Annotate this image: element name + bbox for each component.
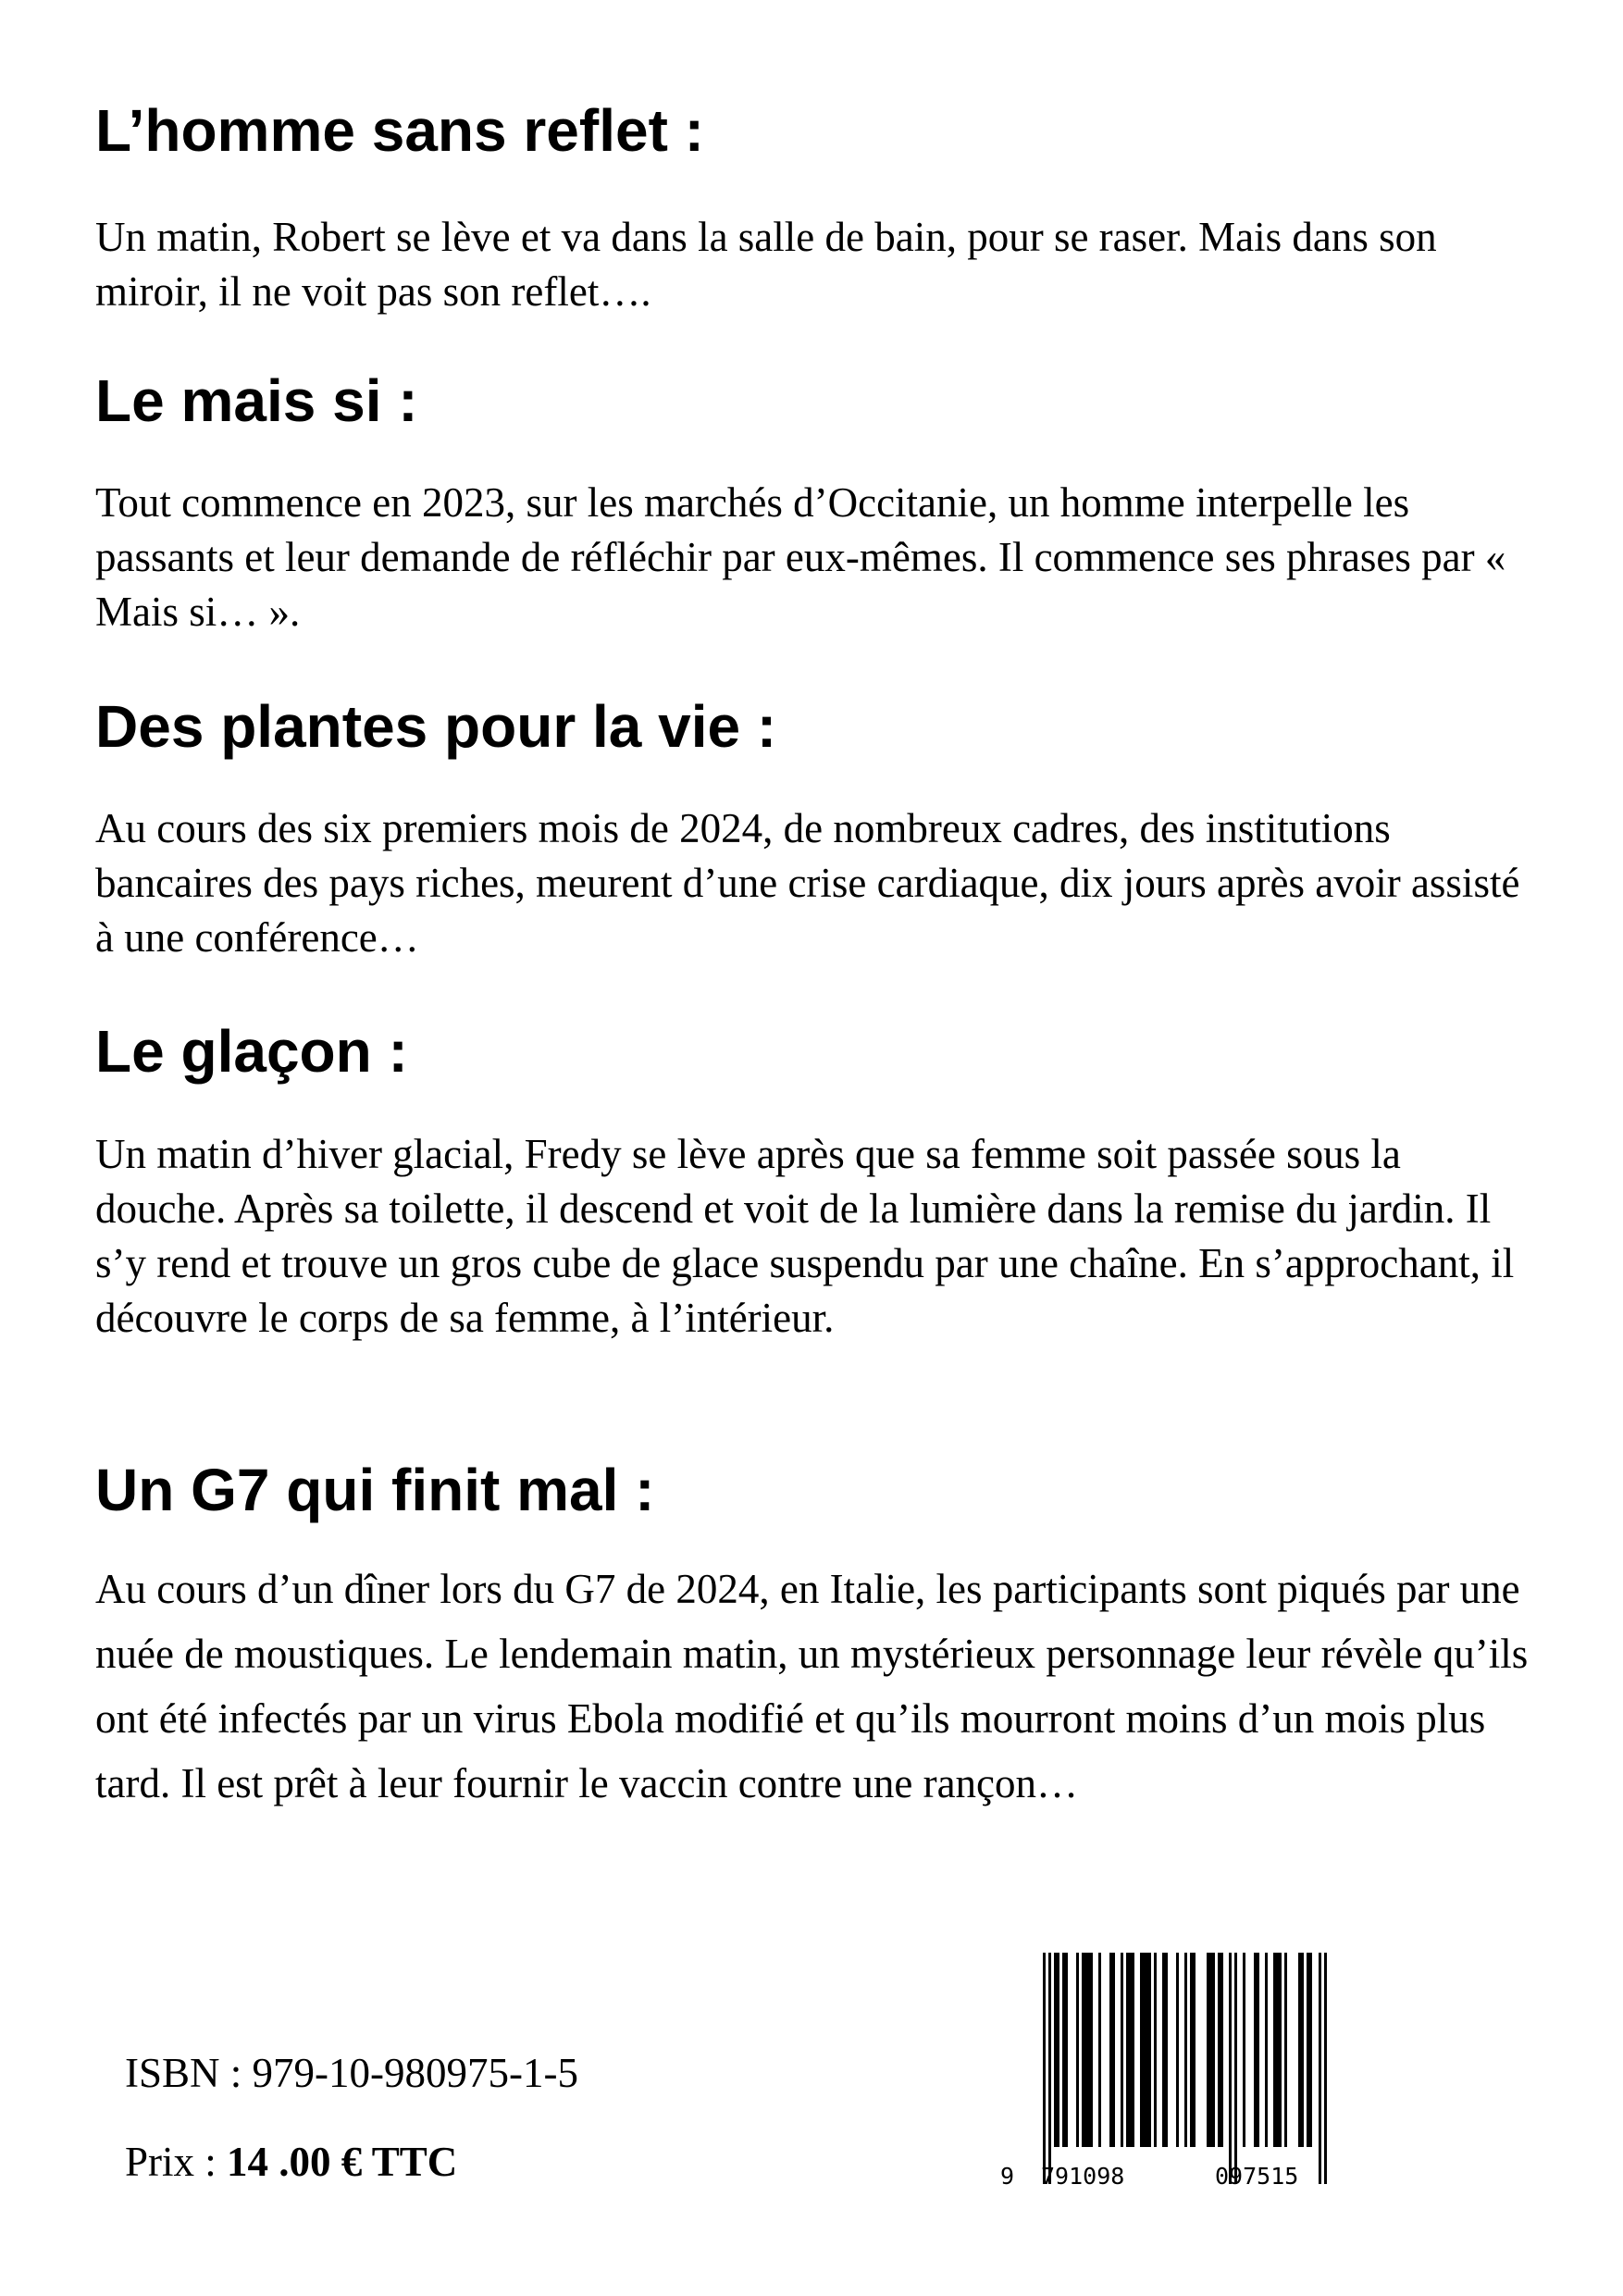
barcode-bar: [1307, 1953, 1312, 2147]
barcode-bar: [1284, 1953, 1287, 2147]
barcode-bar: [1154, 1953, 1157, 2147]
section-title: Des plantes pour la vie :: [95, 693, 777, 760]
section-summary: Au cours d’un dîner lors du G7 de 2024, en Italie, les participants sont piqués par une nuée de moustiques. Le lendemain matin, un mystérieux personnage leur révèle qu’ils ont été infectés par un virus Ebola modifié et qu’ils mourront moins d’un mois plus tard. Il est prêt à leur fournir le vaccin contre une rançon…: [95, 1566, 1529, 1806]
barcode-bar: [1234, 1953, 1237, 2184]
barcode-bar: [1109, 1953, 1115, 2147]
barcode-bar: [1162, 1953, 1168, 2147]
section-summary: Tout commence en 2023, sur les marchés d’Occitanie, un homme interpelle les passants et leur demande de réfléchir par eux-mêmes. Il commence ses phrases par « Mais si… ».: [95, 479, 1506, 635]
section-summary: Un matin d’hiver glacial, Fredy se lève après que sa femme soit passée sous la douche. Après sa toilette, il descend et voit de la lumière dans la remise du jardin. Il s’y rend et trouve un gros cube de glace suspendu par une chaîne. En s’approchant, il découvre le corps de sa femme, à l’intérieur.: [95, 1131, 1515, 1341]
barcode-bar: [1082, 1953, 1093, 2147]
price-value: 14 .00 € TTC: [227, 2139, 458, 2185]
section-un-g7-qui-finit-mal: [95, 1455, 1539, 1816]
barcode-digits-right: 097515: [1215, 2163, 1299, 2190]
barcode-bar: [1190, 1953, 1196, 2147]
price-line: [125, 2136, 457, 2188]
section-title: L’homme sans reflet :: [95, 97, 704, 164]
barcode-bar: [1054, 1953, 1059, 2147]
barcode-digit-first: 9: [1000, 2163, 1015, 2190]
barcode-bar: [1048, 1953, 1051, 2184]
section-homme-sans-reflet: [95, 95, 1539, 319]
barcode-bar: [1184, 1953, 1187, 2147]
barcode-bar: [1043, 1953, 1046, 2184]
isbn-line: ISBN : 979-10-980975-1-5: [125, 2050, 578, 2096]
section-le-mais-si: [95, 366, 1539, 639]
section-le-glacon: [95, 1016, 1539, 1346]
section-title: Le mais si :: [95, 367, 418, 434]
barcode-bar: [1265, 1953, 1268, 2147]
barcode-bar: [1254, 1953, 1259, 2147]
price-label: Prix :: [125, 2139, 228, 2185]
section-title: Un G7 qui finit mal :: [95, 1457, 655, 1523]
section-des-plantes-pour-la-vie: [95, 691, 1539, 965]
barcode-bar: [1076, 1953, 1079, 2147]
barcode-bar: [1243, 1953, 1245, 2147]
barcode-bar: [1098, 1953, 1101, 2147]
barcode-bar: [1298, 1953, 1304, 2147]
barcode-bar: [1229, 1953, 1232, 2184]
barcode-bar: [1126, 1953, 1134, 2147]
barcode-bar: [1218, 1953, 1223, 2147]
barcode-digits-left: 791098: [1041, 2163, 1125, 2190]
barcode-bars: [1043, 1953, 1327, 2184]
section-title: Le glaçon :: [95, 1018, 408, 1085]
section-summary: Au cours des six premiers mois de 2024, de nombreux cadres, des institutions bancaires des pays riches, meurent d’une crise cardiaque, dix jours après avoir assisté à une conférence…: [95, 805, 1520, 961]
isbn-barcode: [995, 1943, 1393, 2193]
barcode-graphic: [995, 1943, 1393, 2193]
section-summary: Un matin, Robert se lève et va dans la salle de bain, pour se raser. Mais dans son miroir, il ne voit pas son reflet….: [95, 214, 1437, 315]
barcode-bar: [1062, 1953, 1068, 2147]
barcode-bar: [1319, 1953, 1321, 2184]
barcode-bar: [1121, 1953, 1123, 2147]
barcode-bar: [1207, 1953, 1215, 2147]
barcode-bar: [1140, 1953, 1151, 2147]
barcode-bar: [1176, 1953, 1179, 2147]
barcode-bar: [1273, 1953, 1282, 2147]
barcode-bar: [1324, 1953, 1327, 2184]
